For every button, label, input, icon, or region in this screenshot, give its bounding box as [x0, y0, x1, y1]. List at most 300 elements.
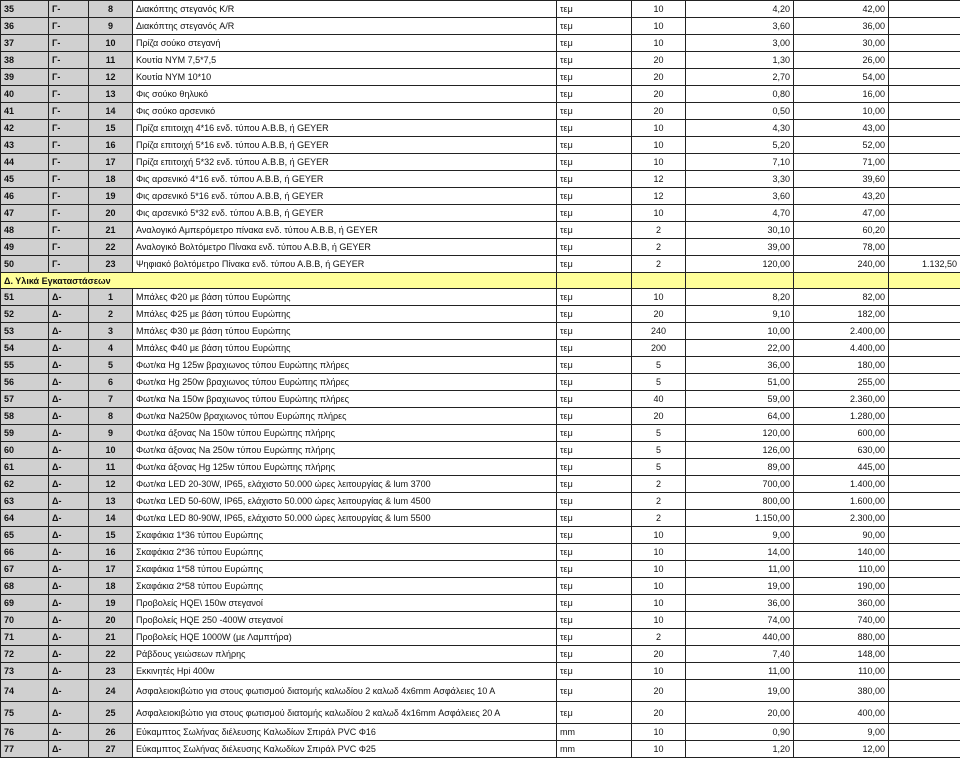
group-code-cell: Γ-	[49, 35, 89, 52]
line-total-cell: 54,00	[794, 69, 889, 86]
unit-cell: τεμ	[557, 425, 632, 442]
table-row	[1, 239, 960, 256]
row-number-cell: 75	[1, 702, 49, 724]
table-row	[1, 256, 960, 273]
unit-cell: mm	[557, 741, 632, 758]
quantity-cell: 20	[632, 52, 686, 69]
table-row	[1, 86, 960, 103]
unit-price-cell: 89,00	[686, 459, 794, 476]
group-code-cell: Γ-	[49, 1, 89, 18]
group-code-cell: Δ-	[49, 527, 89, 544]
group-total-cell	[889, 544, 960, 561]
unit-cell: τεμ	[557, 222, 632, 239]
table-row	[1, 103, 960, 120]
group-code-cell: Γ-	[49, 120, 89, 137]
unit-cell: τεμ	[557, 137, 632, 154]
row-number-cell: 40	[1, 86, 49, 103]
group-total-cell	[889, 289, 960, 306]
line-total-cell: 180,00	[794, 357, 889, 374]
group-code-cell: Δ-	[49, 629, 89, 646]
unit-cell: τεμ	[557, 289, 632, 306]
unit-price-cell: 120,00	[686, 256, 794, 273]
group-total-cell	[889, 222, 960, 239]
item-code-cell: 19	[89, 188, 133, 205]
quantity-cell: 20	[632, 702, 686, 724]
description-cell: Φωτ/κα LED 50-60W, IP65, ελάχιστο 50.000 ώρες λειτουργίας & lum 4500	[133, 493, 557, 510]
row-number-cell: 70	[1, 612, 49, 629]
quantity-cell: 2	[632, 256, 686, 273]
group-total-cell	[889, 680, 960, 702]
unit-price-cell: 14,00	[686, 544, 794, 561]
item-code-cell: 25	[89, 702, 133, 724]
description-cell: Εύκαμπτος Σωλήνας διέλευσης Καλωδίων Σπιράλ PVC Φ25	[133, 741, 557, 758]
description-cell: Φις αρσενικό 5*16 ενδ. τύπου Α.Β.Β, ή GEYER	[133, 188, 557, 205]
section-title-filler	[632, 273, 686, 289]
group-code-cell: Δ-	[49, 459, 89, 476]
unit-price-cell: 0,90	[686, 724, 794, 741]
group-total-cell	[889, 663, 960, 680]
group-total-cell	[889, 741, 960, 758]
quantity-cell: 10	[632, 544, 686, 561]
unit-price-cell: 64,00	[686, 408, 794, 425]
unit-price-cell: 800,00	[686, 493, 794, 510]
unit-price-cell: 1.150,00	[686, 510, 794, 527]
quantity-cell: 2	[632, 510, 686, 527]
description-cell: Φωτ/κα Hg 250w βραχιωνος τύπου Ευρώπης πλήρες	[133, 374, 557, 391]
quantity-cell: 12	[632, 188, 686, 205]
unit-cell: τεμ	[557, 103, 632, 120]
group-total-cell	[889, 612, 960, 629]
section-title-filler	[557, 273, 632, 289]
description-cell: Προβολείς HQE 1000W (με Λαμπτήρα)	[133, 629, 557, 646]
description-cell: Ασφαλειοκιβώτιο για στους φωτισμού διατομής καλωδίου 2 καλωδ 4x16mm Ασφάλειες 20 Α	[133, 702, 557, 724]
quantity-cell: 20	[632, 69, 686, 86]
quantity-cell: 5	[632, 374, 686, 391]
group-total-cell	[889, 205, 960, 222]
quantity-cell: 10	[632, 527, 686, 544]
row-number-cell: 47	[1, 205, 49, 222]
item-code-cell: 9	[89, 18, 133, 35]
row-number-cell: 41	[1, 103, 49, 120]
group-total-cell	[889, 18, 960, 35]
table-row	[1, 137, 960, 154]
description-cell: Εύκαμπτος Σωλήνας διέλευσης Καλωδίων Σπιράλ PVC Φ16	[133, 724, 557, 741]
quantity-cell: 2	[632, 239, 686, 256]
table-row	[1, 154, 960, 171]
item-code-cell: 14	[89, 103, 133, 120]
group-code-cell: Δ-	[49, 476, 89, 493]
quantity-cell: 10	[632, 595, 686, 612]
row-number-cell: 51	[1, 289, 49, 306]
unit-price-cell: 0,50	[686, 103, 794, 120]
unit-price-cell: 36,00	[686, 357, 794, 374]
group-code-cell: Δ-	[49, 357, 89, 374]
group-code-cell: Γ-	[49, 137, 89, 154]
table-row	[1, 408, 960, 425]
row-number-cell: 74	[1, 680, 49, 702]
line-total-cell: 190,00	[794, 578, 889, 595]
group-total-cell	[889, 69, 960, 86]
description-cell: Φωτ/κα LED 80-90W, IP65, ελάχιστο 50.000 ώρες λειτουργίας & lum 5500	[133, 510, 557, 527]
description-cell: Πρίζα σούκο στεγανή	[133, 35, 557, 52]
table-row	[1, 323, 960, 340]
group-total-cell: 1.132,50	[889, 256, 960, 273]
quantity-cell: 5	[632, 442, 686, 459]
group-total-cell	[889, 103, 960, 120]
unit-price-cell: 20,00	[686, 702, 794, 724]
group-total-cell	[889, 323, 960, 340]
unit-cell: τεμ	[557, 340, 632, 357]
quantity-cell: 20	[632, 306, 686, 323]
group-total-cell	[889, 35, 960, 52]
table-row	[1, 702, 960, 724]
unit-price-cell: 30,10	[686, 222, 794, 239]
line-total-cell: 110,00	[794, 561, 889, 578]
row-number-cell: 77	[1, 741, 49, 758]
quantity-cell: 10	[632, 741, 686, 758]
table-row	[1, 188, 960, 205]
item-code-cell: 8	[89, 1, 133, 18]
group-code-cell: Δ-	[49, 646, 89, 663]
row-number-cell: 37	[1, 35, 49, 52]
section-title-filler	[794, 273, 889, 289]
item-code-cell: 10	[89, 442, 133, 459]
row-number-cell: 62	[1, 476, 49, 493]
item-code-cell: 21	[89, 629, 133, 646]
table-row	[1, 425, 960, 442]
line-total-cell: 110,00	[794, 663, 889, 680]
line-total-cell: 9,00	[794, 724, 889, 741]
quantity-cell: 5	[632, 357, 686, 374]
item-code-cell: 17	[89, 154, 133, 171]
table-row	[1, 35, 960, 52]
unit-price-cell: 9,10	[686, 306, 794, 323]
group-total-cell	[889, 391, 960, 408]
item-code-cell: 14	[89, 510, 133, 527]
unit-price-cell: 126,00	[686, 442, 794, 459]
group-code-cell: Δ-	[49, 340, 89, 357]
item-code-cell: 5	[89, 357, 133, 374]
group-code-cell: Γ-	[49, 154, 89, 171]
quantity-cell: 10	[632, 724, 686, 741]
row-number-cell: 50	[1, 256, 49, 273]
unit-cell: τεμ	[557, 188, 632, 205]
line-total-cell: 4.400,00	[794, 340, 889, 357]
item-code-cell: 26	[89, 724, 133, 741]
table-body-section-header	[1, 273, 960, 289]
line-total-cell: 182,00	[794, 306, 889, 323]
line-total-cell: 600,00	[794, 425, 889, 442]
line-total-cell: 240,00	[794, 256, 889, 273]
description-cell: Φωτ/κα Na250w βραχιωνος τύπου Ευρώπης πλήρες	[133, 408, 557, 425]
line-total-cell: 380,00	[794, 680, 889, 702]
table-row	[1, 663, 960, 680]
line-total-cell: 90,00	[794, 527, 889, 544]
unit-cell: τεμ	[557, 239, 632, 256]
table-row	[1, 374, 960, 391]
item-code-cell: 18	[89, 171, 133, 188]
line-total-cell: 26,00	[794, 52, 889, 69]
unit-cell: τεμ	[557, 702, 632, 724]
row-number-cell: 59	[1, 425, 49, 442]
item-code-cell: 20	[89, 205, 133, 222]
row-number-cell: 39	[1, 69, 49, 86]
table-row	[1, 578, 960, 595]
group-code-cell: Γ-	[49, 69, 89, 86]
group-total-cell	[889, 120, 960, 137]
table-row	[1, 205, 960, 222]
unit-price-cell: 51,00	[686, 374, 794, 391]
row-number-cell: 69	[1, 595, 49, 612]
description-cell: Μπάλες Φ20 με βάση τύπου Ευρώπης	[133, 289, 557, 306]
unit-price-cell: 22,00	[686, 340, 794, 357]
group-total-cell	[889, 374, 960, 391]
unit-price-cell: 7,40	[686, 646, 794, 663]
quantity-cell: 10	[632, 561, 686, 578]
group-total-cell	[889, 137, 960, 154]
quantity-cell: 10	[632, 18, 686, 35]
item-code-cell: 18	[89, 578, 133, 595]
item-code-cell: 10	[89, 35, 133, 52]
unit-cell: τεμ	[557, 646, 632, 663]
quantity-cell: 2	[632, 476, 686, 493]
row-number-cell: 42	[1, 120, 49, 137]
unit-cell: τεμ	[557, 205, 632, 222]
group-total-cell	[889, 154, 960, 171]
line-total-cell: 43,00	[794, 120, 889, 137]
line-total-cell: 78,00	[794, 239, 889, 256]
description-cell: Διακόπτης στεγανός K/R	[133, 1, 557, 18]
unit-cell: τεμ	[557, 120, 632, 137]
item-code-cell: 20	[89, 612, 133, 629]
group-code-cell: Δ-	[49, 741, 89, 758]
row-number-cell: 63	[1, 493, 49, 510]
group-total-cell	[889, 1, 960, 18]
table-row	[1, 629, 960, 646]
item-code-cell: 3	[89, 323, 133, 340]
row-number-cell: 58	[1, 408, 49, 425]
section-title-filler	[686, 273, 794, 289]
section-title: Δ. Υλικά Εγκαταστάσεων	[1, 273, 557, 289]
line-total-cell: 47,00	[794, 205, 889, 222]
unit-price-cell: 39,00	[686, 239, 794, 256]
row-number-cell: 38	[1, 52, 49, 69]
group-code-cell: Δ-	[49, 391, 89, 408]
row-number-cell: 56	[1, 374, 49, 391]
quantity-cell: 5	[632, 459, 686, 476]
group-total-cell	[889, 52, 960, 69]
unit-cell: mm	[557, 724, 632, 741]
line-total-cell: 36,00	[794, 18, 889, 35]
description-cell: Αναλογικό Βολτόμετρο Πίνακα ενδ. τύπου Α.Β.Β, ή GEYER	[133, 239, 557, 256]
unit-price-cell: 1,30	[686, 52, 794, 69]
quantity-cell: 2	[632, 222, 686, 239]
quantity-cell: 20	[632, 646, 686, 663]
group-code-cell: Δ-	[49, 442, 89, 459]
table-row	[1, 306, 960, 323]
group-code-cell: Δ-	[49, 425, 89, 442]
line-total-cell: 60,20	[794, 222, 889, 239]
table-row	[1, 612, 960, 629]
line-total-cell: 39,60	[794, 171, 889, 188]
unit-price-cell: 11,00	[686, 561, 794, 578]
line-total-cell: 1.280,00	[794, 408, 889, 425]
line-total-cell: 2.360,00	[794, 391, 889, 408]
unit-cell: τεμ	[557, 374, 632, 391]
description-cell: Ψηφιακό βολτόμετρο Πίνακα ενδ. τύπου Α.Β.Β, ή GEYER	[133, 256, 557, 273]
group-total-cell	[889, 408, 960, 425]
group-code-cell: Γ-	[49, 103, 89, 120]
unit-price-cell: 36,00	[686, 595, 794, 612]
group-code-cell: Γ-	[49, 205, 89, 222]
table-row	[1, 120, 960, 137]
unit-price-cell: 4,20	[686, 1, 794, 18]
line-total-cell: 1.600,00	[794, 493, 889, 510]
item-code-cell: 16	[89, 544, 133, 561]
quantity-cell: 20	[632, 680, 686, 702]
unit-price-cell: 9,00	[686, 527, 794, 544]
item-code-cell: 24	[89, 680, 133, 702]
line-total-cell: 1.400,00	[794, 476, 889, 493]
group-total-cell	[889, 702, 960, 724]
unit-cell: τεμ	[557, 357, 632, 374]
item-code-cell: 15	[89, 120, 133, 137]
group-total-cell	[889, 188, 960, 205]
group-code-cell: Δ-	[49, 374, 89, 391]
description-cell: Φις σούκο αρσενικό	[133, 103, 557, 120]
unit-cell: τεμ	[557, 663, 632, 680]
row-number-cell: 46	[1, 188, 49, 205]
quantity-cell: 40	[632, 391, 686, 408]
unit-cell: τεμ	[557, 69, 632, 86]
unit-cell: τεμ	[557, 86, 632, 103]
description-cell: Φωτ/κα Hg 125w βραχιωνος τύπου Ευρώπης πλήρες	[133, 357, 557, 374]
unit-price-cell: 0,80	[686, 86, 794, 103]
table-row	[1, 493, 960, 510]
unit-cell: τεμ	[557, 510, 632, 527]
table-row	[1, 69, 960, 86]
line-total-cell: 43,20	[794, 188, 889, 205]
unit-price-cell: 120,00	[686, 425, 794, 442]
item-code-cell: 22	[89, 646, 133, 663]
item-code-cell: 1	[89, 289, 133, 306]
item-code-cell: 16	[89, 137, 133, 154]
unit-price-cell: 7,10	[686, 154, 794, 171]
group-total-cell	[889, 510, 960, 527]
quantity-cell: 10	[632, 289, 686, 306]
unit-cell: τεμ	[557, 527, 632, 544]
row-number-cell: 57	[1, 391, 49, 408]
line-total-cell: 140,00	[794, 544, 889, 561]
table-row	[1, 171, 960, 188]
description-cell: Φωτ/κα LED 20-30W, IP65, ελάχιστο 50.000 ώρες λειτουργίας & lum 3700	[133, 476, 557, 493]
description-cell: Φωτ/κα άξονας Na 250w τύπου Ευρώπης πλήρης	[133, 442, 557, 459]
unit-cell: τεμ	[557, 154, 632, 171]
description-cell: Μπάλες Φ25 με βάση τύπου Ευρώπης	[133, 306, 557, 323]
row-number-cell: 55	[1, 357, 49, 374]
unit-cell: τεμ	[557, 544, 632, 561]
table-row	[1, 340, 960, 357]
item-code-cell: 21	[89, 222, 133, 239]
group-code-cell: Γ-	[49, 222, 89, 239]
row-number-cell: 45	[1, 171, 49, 188]
unit-price-cell: 8,20	[686, 289, 794, 306]
item-code-cell: 27	[89, 741, 133, 758]
row-number-cell: 71	[1, 629, 49, 646]
unit-price-cell: 3,60	[686, 188, 794, 205]
group-total-cell	[889, 425, 960, 442]
group-total-cell	[889, 340, 960, 357]
table-row	[1, 1, 960, 18]
group-total-cell	[889, 629, 960, 646]
row-number-cell: 48	[1, 222, 49, 239]
table-row	[1, 544, 960, 561]
table-row	[1, 595, 960, 612]
item-code-cell: 11	[89, 459, 133, 476]
group-code-cell: Δ-	[49, 578, 89, 595]
item-code-cell: 22	[89, 239, 133, 256]
group-code-cell: Γ-	[49, 86, 89, 103]
item-code-cell: 23	[89, 256, 133, 273]
group-code-cell: Γ-	[49, 256, 89, 273]
quantity-cell: 200	[632, 340, 686, 357]
description-cell: Διακόπτης στεγανός A/R	[133, 18, 557, 35]
group-total-cell	[889, 493, 960, 510]
unit-cell: τεμ	[557, 52, 632, 69]
description-cell: Σκαφάκια 2*58 τύπου Ευρώπης	[133, 578, 557, 595]
row-number-cell: 60	[1, 442, 49, 459]
unit-cell: τεμ	[557, 408, 632, 425]
group-code-cell: Γ-	[49, 18, 89, 35]
line-total-cell: 71,00	[794, 154, 889, 171]
item-code-cell: 6	[89, 374, 133, 391]
description-cell: Πρίζα επιτοιχή 5*16 ενδ. τύπου Α.Β.Β, ή GEYER	[133, 137, 557, 154]
line-total-cell: 42,00	[794, 1, 889, 18]
line-total-cell: 16,00	[794, 86, 889, 103]
description-cell: Σκαφάκια 1*58 τύπου Ευρώπης	[133, 561, 557, 578]
section-header-row	[1, 273, 960, 289]
row-number-cell: 68	[1, 578, 49, 595]
table-row	[1, 646, 960, 663]
quantity-cell: 2	[632, 629, 686, 646]
unit-cell: τεμ	[557, 629, 632, 646]
item-code-cell: 12	[89, 476, 133, 493]
line-total-cell: 255,00	[794, 374, 889, 391]
group-code-cell: Δ-	[49, 408, 89, 425]
group-total-cell	[889, 595, 960, 612]
row-number-cell: 72	[1, 646, 49, 663]
item-code-cell: 23	[89, 663, 133, 680]
group-code-cell: Δ-	[49, 595, 89, 612]
group-code-cell: Γ-	[49, 239, 89, 256]
quantity-cell: 5	[632, 425, 686, 442]
table-row	[1, 741, 960, 758]
unit-price-cell: 3,00	[686, 35, 794, 52]
unit-cell: τεμ	[557, 306, 632, 323]
quantity-cell: 2	[632, 493, 686, 510]
group-code-cell: Γ-	[49, 188, 89, 205]
group-code-cell: Γ-	[49, 52, 89, 69]
row-number-cell: 35	[1, 1, 49, 18]
row-number-cell: 54	[1, 340, 49, 357]
group-code-cell: Δ-	[49, 289, 89, 306]
line-total-cell: 52,00	[794, 137, 889, 154]
line-total-cell: 2.400,00	[794, 323, 889, 340]
description-cell: Μπάλες Φ40 με βάση τύπου Ευρώπης	[133, 340, 557, 357]
row-number-cell: 61	[1, 459, 49, 476]
quantity-cell: 20	[632, 408, 686, 425]
line-total-cell: 445,00	[794, 459, 889, 476]
